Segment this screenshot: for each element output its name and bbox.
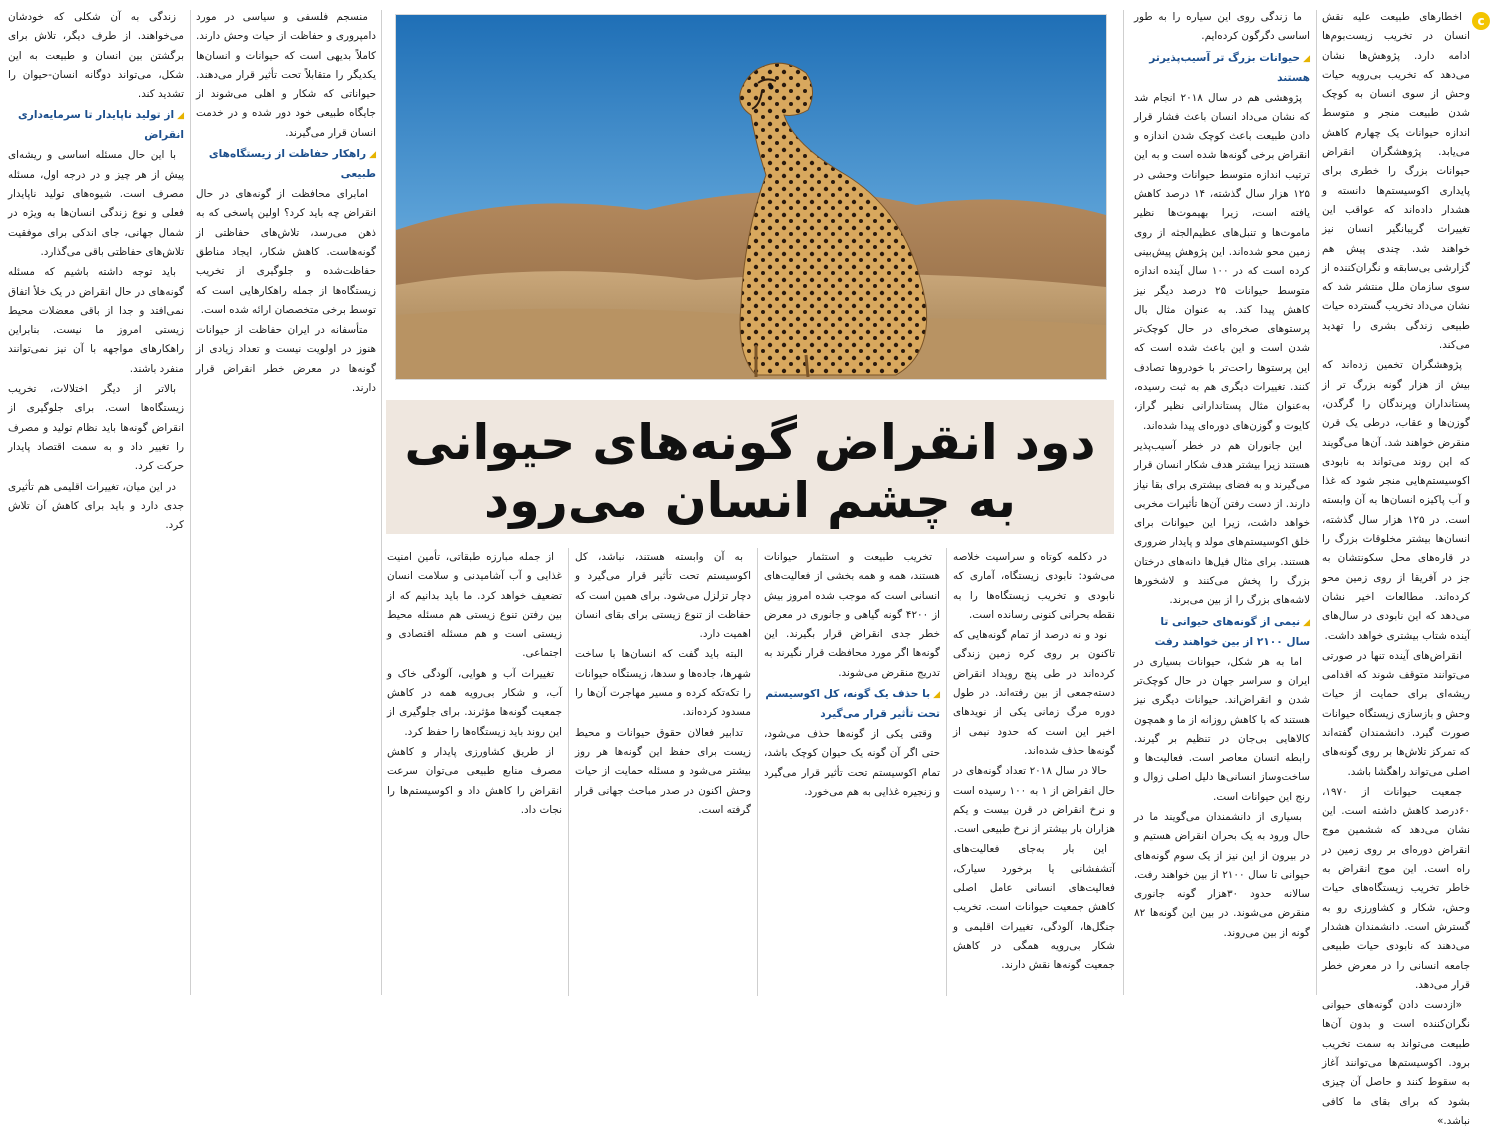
paragraph: ما زندگی روی این سیاره را به طور اساسی دگرگون کرده‌ایم. — [1134, 11, 1310, 43]
paragraph: امابرای محافظت از گونه‌های در حال انقراض چه باید کرد؟ اولین پاسخی که به ذهن می‌رسد، تلاش‌های حفاظتی از گونه‌هاست. کاهش شکار، ایجاد مناطق حفاظت‌شده و جلوگیری از تخریب زیستگاه‌ها از جمله راهکارهایی است که توسط برخی متخصصان ارائه شده است. — [196, 188, 376, 316]
paragraph: «ازدست دادن گونه‌های حیوانی نگران‌کننده است و بدون آن‌ها طبیعت می‌تواند به سمت تخریب برود. اکوسیستم‌ها می‌توانند آغاز به سقوط کنند و حاصل آن چیزی بشود که برای بقای ما کافی نباشد.» — [1322, 999, 1470, 1127]
paragraph: از جمله مبارزه طبقاتی، تأمین امنیت غذایی و آب آشامیدنی و سلامت انسان تضعیف خواهد کرد. ما باید بدانیم که از بین رفتن تنوع زیستی هم مسئله محیط زیستی است و هم مسئله اقتصادی و اجتماعی. — [387, 551, 562, 660]
publication-logo-icon: c — [1472, 12, 1490, 30]
article-column-1 — [1322, 8, 1492, 1127]
headline-box — [386, 400, 1114, 534]
article-column-5 — [575, 548, 751, 996]
triangle-bullet-icon: ◢ — [177, 111, 184, 122]
paragraph: اما به هر شکل، حیوانات بسیاری در ایران و سراسر جهان در حال کوچک‌تر شدن و انقراض‌اند. حیوانات دیگری نیز هستند که با کاهش روزانه از ما و همچون کالاهایی بی‌جان در تنظیم بر گیرند. رابطه انسان معاصر است. فعالیت‌ها و ساخت‌وساز انسانی‌ها دلیل اصلی زوال و رنج این حیوانات است. — [1134, 655, 1310, 803]
paragraph: انقراض‌های آینده تنها در صورتی می‌توانند متوقف شوند که اقدامی ریشه‌ای برای حمایت از حیات وحش و بازسازی زیستگاه حیوانات صورت گیرد. دانشمندان گفته‌اند که تمرکز تلاش‌ها بر روی گونه‌های اصلی می‌تواند راهگشا باشد. — [1322, 649, 1470, 778]
paragraph: بسیاری از دانشمندان می‌گویند ما در حال ورود به یک بحران انقراض هستیم و در بیرون از این نیز از یک سوم گونه‌های حیوانی تا سال ۲۱۰۰ از بین خواهند رفت. سالانه حدود ۳۰هزار گونه جانوری منقرض می‌شوند. در بین این گونه‌ها ۸۲ گونه از بین می‌روند. — [1134, 810, 1310, 939]
paragraph: از طریق کشاورزی پایدار و کاهش مصرف منابع طبیعی می‌توان سرعت انقراض را کاهش داد و اکوسیستم‌ها را نجات داد. — [387, 745, 562, 816]
paragraph: باید توجه داشته باشیم که مسئله گونه‌های در حال انقراض در یک خلأ اتفاق نمی‌افتد و جدا از باقی معضلات محیط زیستی امروز ما نیست. بنابراین راهکارهای مواجهه با آن نیز نمی‌توانند منفرد باشند. — [8, 266, 184, 375]
article-column-7 — [196, 8, 376, 998]
article-column-6 — [387, 548, 562, 996]
section-subheading: ◢نیمی از گونه‌های حیوانی تا سال ۲۱۰۰ از بین خواهند رفت — [1154, 615, 1310, 648]
paragraph: این جانوران هم در خطر آسیب‌پذیر هستند زیرا بیشتر هدف شکار انسان قرار می‌گیرند و به فضای بیشتری برای بقا نیاز دارند. از دست رفتن آن‌ها تأثیرات مخربی خواهد داشت، زیرا این حیوانات برای خلق اکوسیستم‌های مولد و پایدار ضروری هستند. برای مثال فیل‌ها دانه‌های درختان بزرگ را پخش می‌کنند و لاشخورها لاشه‌های بزرگ را از بین می‌برند. — [1134, 439, 1310, 607]
triangle-bullet-icon: ◢ — [1303, 617, 1310, 628]
section-subheading: ◢راهکار حفاظت از زیستگاه‌های طبیعی — [208, 148, 376, 181]
paragraph: تدابیر فعالان حقوق حیوانات و محیط زیست برای حفظ این گونه‌ها هر روز بیشتر می‌شود و مسئله حمایت از حیات وحش اکنون در صدر مباحث جهانی قرار گرفته است. — [575, 726, 751, 816]
triangle-bullet-icon: ◢ — [933, 690, 940, 701]
paragraph: تغییرات آب و هوایی، آلودگی خاک و آب، و شکار بی‌رویه همه در کاهش جمعیت گونه‌ها مؤثرند. برای جلوگیری از این روند باید زیستگاه‌ها را حفظ کرد. — [387, 667, 562, 738]
triangle-bullet-icon: ◢ — [1303, 53, 1310, 64]
paragraph: در این میان، تغییرات اقلیمی هم تأثیری جدی دارد و باید برای کاهش آن تلاش کرد. — [8, 480, 184, 532]
paragraph: با این حال مسئله اساسی و ریشه‌ای پیش از هر چیز و در درجه اول، مسئله مصرف است. شیوه‌های تولید ناپایدار فعلی و نوع زندگی انسان‌ها به ویژه در شمال جهانی، جای اندکی برای موفقیت تلاش‌های حفاظتی باقی می‌گذارد. — [8, 149, 184, 258]
paragraph: پژوهشگران تخمین زده‌اند که بیش از هزار گونه بزرگ تر از پستانداران وپرندگان را گرگدن، گوزن‌ها و عقاب، درطی یک قرن منقرض خواهند شد. آن‌ها می‌گویند که این روند می‌تواند به نابودی اکوسیستم‌هایی منجر شود که غذا و آب پاکیزه انسان‌ها به آن وابسته است. در ۱۲۵ هزار سال گذشته، انسان‌ها بیشتر مخلوقات بزرگ را در قاره‌های محل سکونتشان به جز در آفریقا از روی زمین محو کرده‌اند. مطالعات اخیر نشان می‌دهد که این نابودی در سال‌های آینده شتاب بیشتری خواهد داشت. — [1322, 359, 1470, 642]
paragraph: در دکلمه کوتاه و سراسیت خلاصه می‌شود: نابودی زیستگاه، آماری که نابودی و تخریب زیستگاه‌ها را به نقطه بحرانی کنونی رسانده است. — [953, 551, 1115, 621]
paragraph: بالاتر از دیگر اختلالات، تخریب زیستگاه‌ها است. برای جلوگیری از انقراض گونه‌ها باید نظام تولید و مصرف را تغییر داد و به سمت اقتصاد پایدار حرکت کرد. — [8, 383, 184, 473]
paragraph: تخریب طبیعت و استثمار حیوانات هستند، همه و همه بخشی از فعالیت‌های انسانی است که موجب شده امروز بیش از ۴۲۰۰ گونه گیاهی و جانوری در معرض خطر جدی انقراض قرار بگیرند. این گونه‌ها اگر مورد محافظت قرار نگیرند به تدریج منقرض می‌شوند. — [764, 551, 940, 679]
column-divider — [757, 548, 758, 996]
section-subheading: ◢از تولید ناپایدار تا سرمایه‌داری انقراض — [18, 109, 184, 142]
column-divider — [946, 548, 947, 996]
article-column-4 — [764, 548, 940, 996]
paragraph: این بار به‌جای فعالیت‌های آتشفشانی یا برخورد سیارک، فعالیت‌های انسانی عامل اصلی کاهش جمعیت حیوانات است. تخریب جنگل‌ها، آلودگی، تغییرات اقلیمی و شکار بی‌رویه همگی در کاهش جمعیت گونه‌ها نقش دارند. — [953, 843, 1115, 972]
paragraph: جمعیت حیوانات از ۱۹۷۰، ۶۰درصد کاهش داشته است. این نشان می‌دهد که ششمین موج انقراض دوره‌ای بر روی زمین در راه است. این موج انقراض به خاطر تخریب زیستگاه‌های حیات وحش، شکار و کشاورزی رو به گسترش است. دانشمندان هشدار می‌دهند که نابودی حیات طبیعی جامعه انسانی را در معرض خطر قرار می‌دهد. — [1322, 785, 1470, 991]
article-column-3 — [953, 548, 1115, 996]
column-divider — [1316, 10, 1317, 995]
headline-line-2: به چشم انسان می‌رود — [484, 472, 1016, 529]
paragraph: وقتی یکی از گونه‌ها حذف می‌شود، حتی اگر آن گونه یک حیوان کوچک باشد، تمام اکوسیستم تحت تأثیر قرار می‌گیرد و زنجیره غذایی به هم می‌خورد. — [764, 728, 940, 798]
paragraph: اخطارهای طبیعت علیه نقش انسان در تخریب زیست‌بوم‌ها ادامه دارد. پژوهش‌ها نشان می‌دهد که تخریب بی‌رویه حیات وحش از سوی انسان به کوچک شدن طبیعت منجر و متوسط اندازه حیوانات یک چهارم کاهش می‌یابد. پژوهشگران انقراض حیوانات بزرگ را خطری برای پایداری اکوسیستم‌ها دانسته و هشدار داده‌اند که عواقب این تغییرات گریبانگیر انسان نیز خواهند شد. چندی پیش هم گزارشی بی‌سابقه و نگران‌کننده از سوی سازمان ملل منتشر شد که نشان می‌داد تخریب گسترده حیات طبیعی زندگی بشری را تهدید می‌کند. — [1322, 11, 1470, 352]
section-subheading: ◢حیوانات بزرگ تر آسیب‌پذیرتر هستند — [1149, 51, 1310, 84]
paragraph: پژوهشی هم در سال ۲۰۱۸ انجام شد که نشان می‌داد انسان باعث فشار قرار دادن طبیعت باعث کوچک شدن اندازه و انقراض برخی گونه‌ها شده است و به این ترتیب اندازه متوسط حیوانات وحشی در ۱۲۵ هزار سال گذشته، ۱۴ درصد کاهش یافته است، زیرا بهیموت‌ها نظیر ماموت‌ها و تنبل‌های عظیم‌الجثه از روی زمین محو شده‌اند. این پژوهش پیش‌بینی کرده است که در ۱۰۰ سال آینده اندازه متوسط حیوانات ۲۵ درصد دیگر نیز کاهش پیدا کند. به عنوان مثال بال پرستوهای صخره‌ای در حال کوچک‌تر شدن است و این باعث شده است که این پرستوها راحت‌تر با خودروها تصادف کنند. تغییرات دیگری هم به ثبت رسیده، به‌عنوان مثال پستاندارانی نظیر گراز، کایوت و گوزن‌های دوره‌ای پیدا شده‌اند. — [1134, 91, 1310, 432]
cheetah-photo — [395, 14, 1107, 380]
article-column-2 — [1134, 8, 1310, 998]
triangle-bullet-icon: ◢ — [369, 150, 376, 161]
column-divider — [1123, 10, 1124, 995]
paragraph: منسجم فلسفی و سیاسی در مورد دامپروری و حفاظت از حیات وحش دارند. کاملاً بدیهی است که حیوانات و انسان‌ها یکدیگر را متقابلاً تحت تأثیر قرار می‌دهند. حیواناتی که شکار و اهلی می‌شوند از جایگاه طبیعی خود دور شده و در خدمت انسان قرار می‌گیرند. — [196, 11, 376, 139]
paragraph: زندگی به آن شکلی که خودشان می‌خواهند. از طرف دیگر، تلاش برای برگشتن بین انسان و طبیعت به این شکل، می‌تواند دوگانه انسان-حیوان را تشدید کند. — [8, 11, 184, 101]
paragraph: البته باید گفت که انسان‌ها با ساخت شهرها، جاده‌ها و سدها، زیستگاه حیوانات را تکه‌تکه کرده و مسیر مهاجرت آن‌ها را مسدود کرده‌اند. — [575, 648, 751, 719]
paragraph: به آن وابسته هستند، نباشد، کل اکوسیستم تحت تأثیر قرار می‌گیرد و دچار تزلزل می‌شود. برای همین است که حفاظت از تنوع زیستی برای بقای انسان اهمیت دارد. — [575, 551, 751, 641]
column-divider — [190, 10, 191, 995]
paragraph: متأسفانه در ایران حفاظت از حیوانات هنوز در اولویت نیست و تعداد زیادی از گونه‌ها در معرض خطر انقراض قرار دارند. — [196, 324, 376, 395]
column-divider — [568, 548, 569, 996]
paragraph: نود و نه درصد از تمام گونه‌هایی که تاکنون بر روی کره زمین زندگی کرده‌اند در طی پنج رویداد انقراض دسته‌جمعی از بین رفته‌اند. در طول دوره مرگ زمانی یکی از نویدهای اخیر این است که حدود نیمی از گونه‌ها حذف شده‌اند. — [953, 629, 1115, 757]
column-divider — [381, 10, 382, 995]
section-subheading: ◢با حذف یک گونه، کل اکوسیستم تحت تأثیر قرار می‌گیرد — [765, 688, 940, 721]
paragraph: حالا در سال ۲۰۱۸ تعداد گونه‌های در حال انقراض از ۱ به ۱۰۰ رسیده است و نرخ انقراض در قرن بیست و یکم هزاران بار بیشتر از نرخ طبیعی است. — [953, 765, 1115, 836]
article-column-8 — [8, 8, 184, 998]
headline-line-1: دود انقراض گونه‌های حیوانی — [404, 414, 1096, 471]
